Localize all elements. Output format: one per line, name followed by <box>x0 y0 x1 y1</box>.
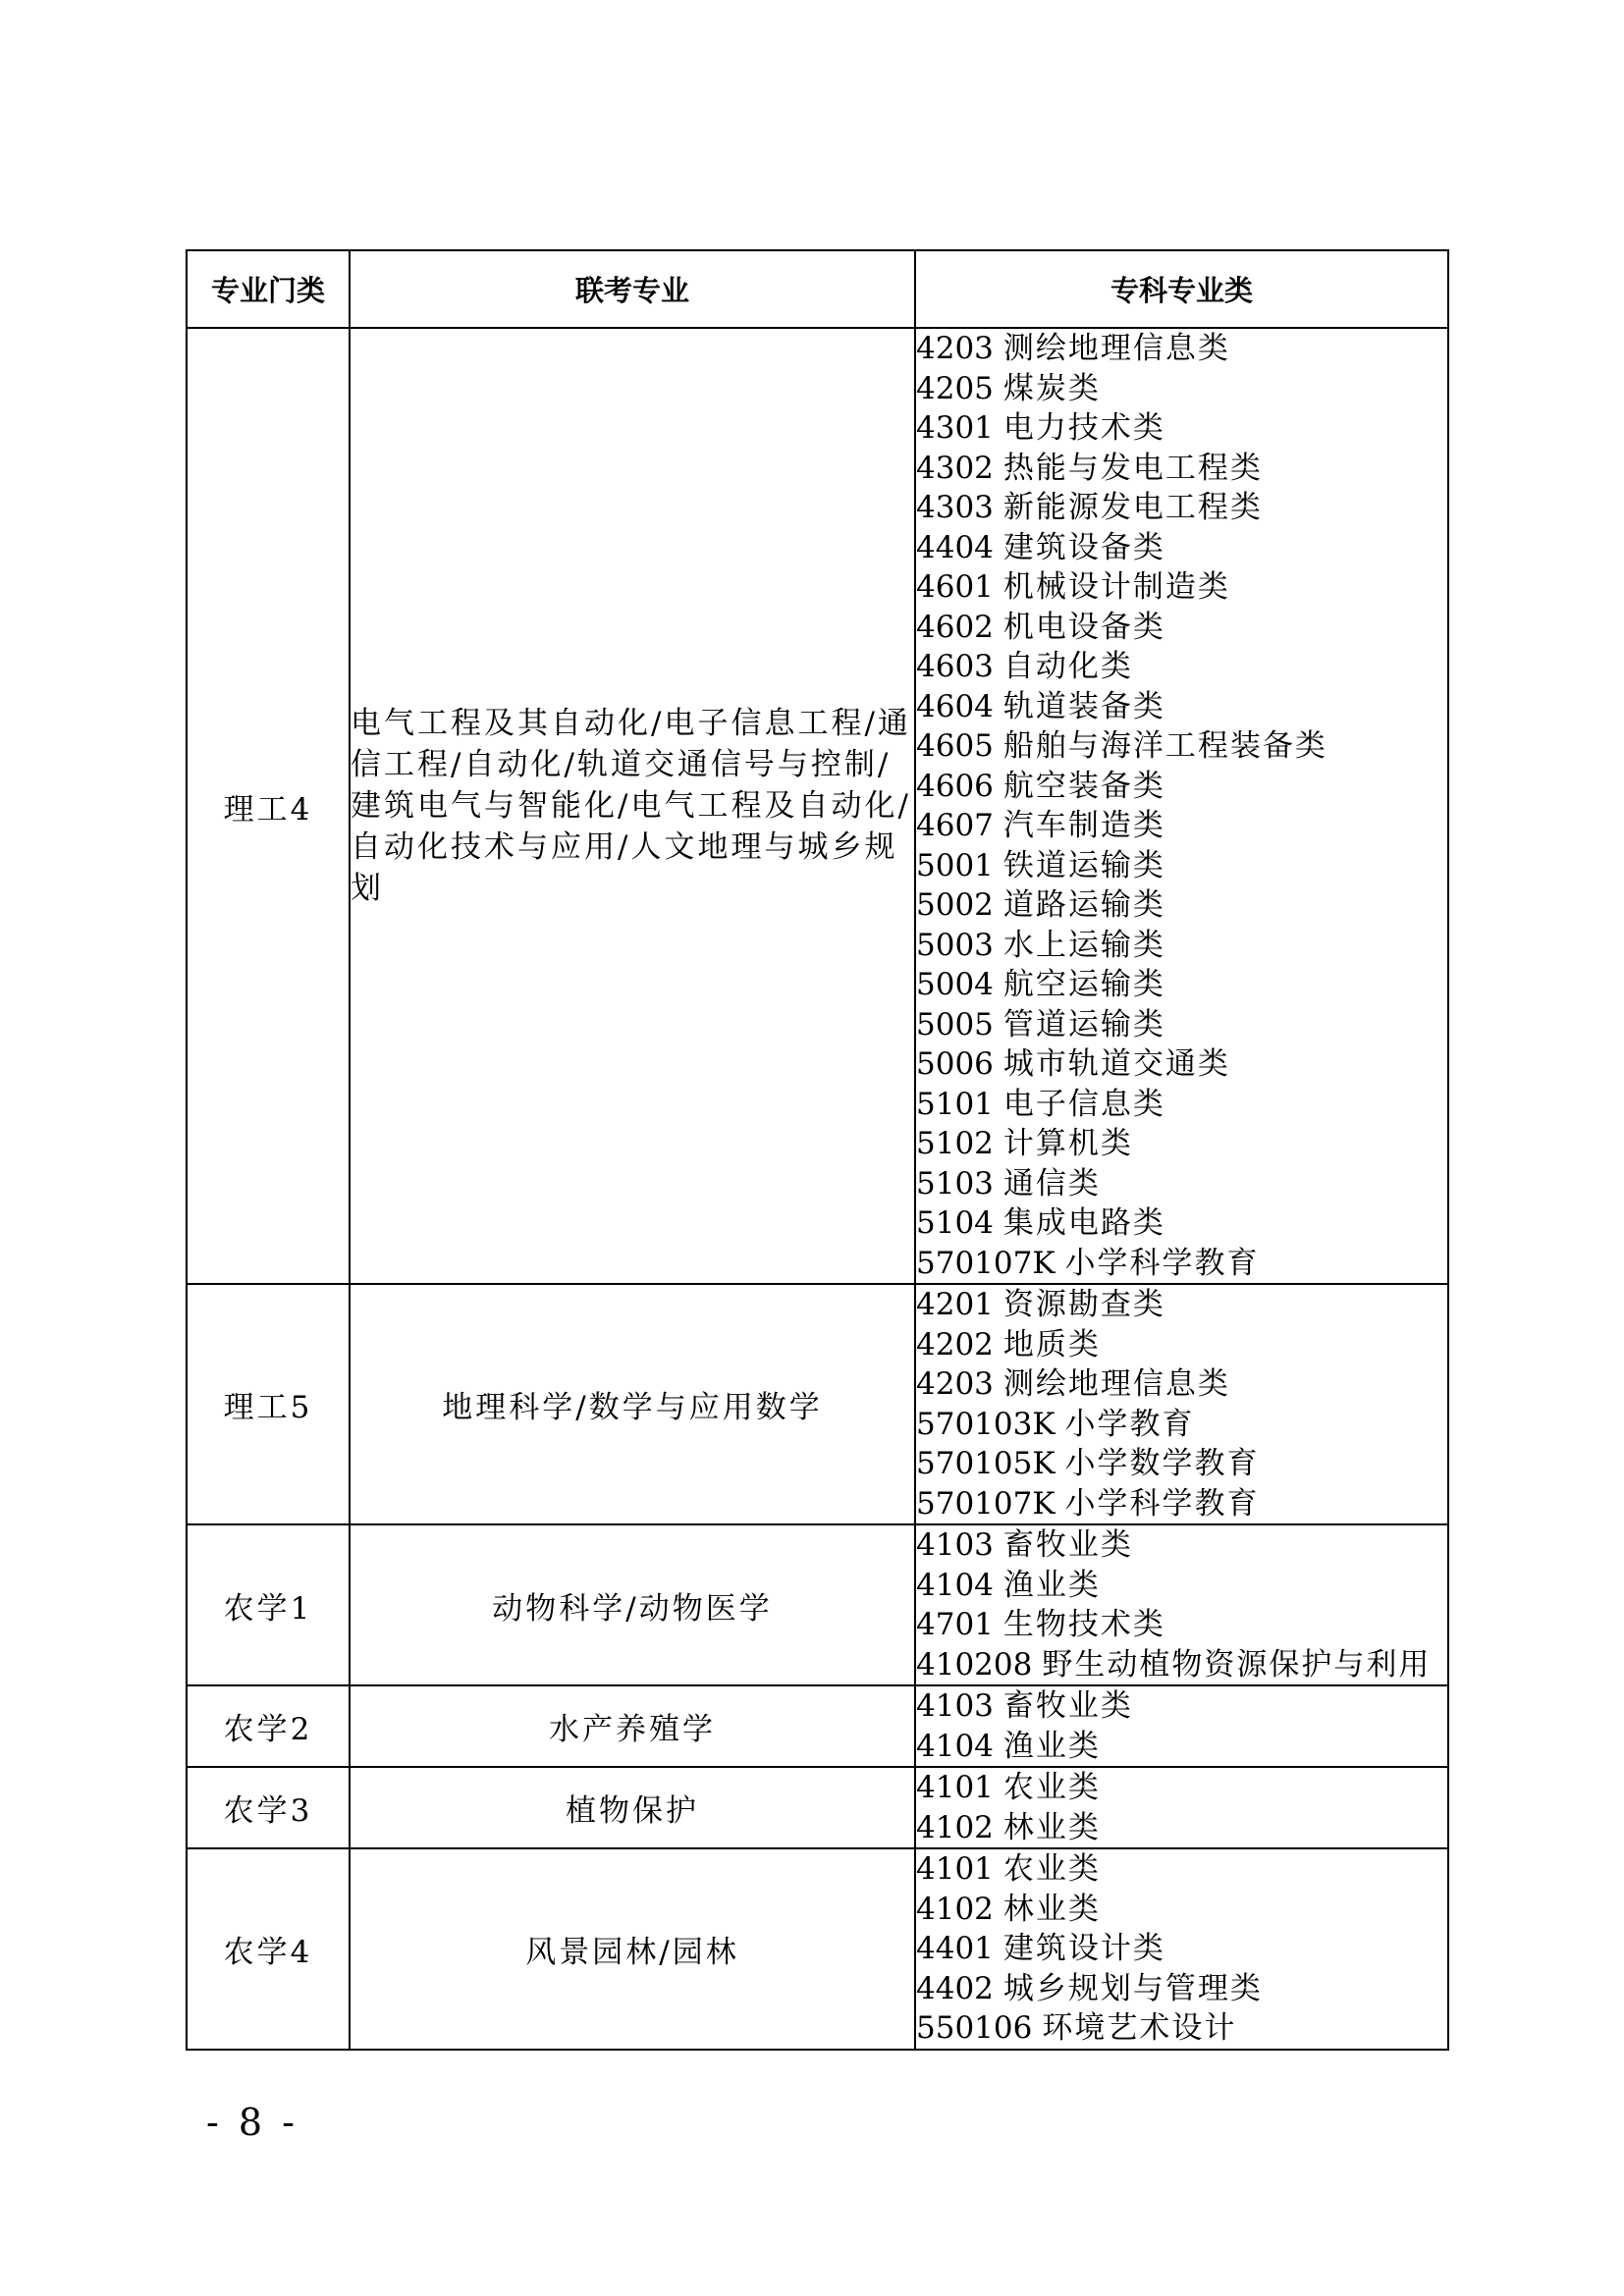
specialty-name: 建筑设备类 <box>1002 529 1165 565</box>
specialty-code: 4201 <box>916 1287 994 1322</box>
specialty-code-item <box>916 2008 1447 2049</box>
specialty-code: 5101 <box>916 1086 994 1122</box>
category-cell: 理工4 <box>187 328 350 1284</box>
specialty-code-item <box>916 449 1447 489</box>
specialty-code: 5003 <box>916 927 994 963</box>
major-cell: 动物科学/动物医学 <box>350 1524 915 1685</box>
specialty-code-item <box>916 1244 1447 1284</box>
specialty-code-item <box>916 1768 1447 1808</box>
specialty-codes-cell <box>915 1848 1448 2050</box>
specialty-code-item <box>916 1849 1447 1890</box>
specialty-code-item <box>916 408 1447 449</box>
specialty-code-item <box>916 1566 1447 1606</box>
specialty-name: 通信类 <box>1002 1165 1101 1201</box>
specialty-code-item <box>916 488 1447 528</box>
specialty-code: 4607 <box>916 808 994 843</box>
header-category: 专业门类 <box>187 250 350 328</box>
specialty-code-item <box>916 608 1447 648</box>
category-cell: 农学4 <box>187 1848 350 2050</box>
specialty-name: 船舶与海洋工程装备类 <box>1002 728 1327 764</box>
specialty-name: 集成电路类 <box>1002 1205 1165 1241</box>
specialty-code: 4103 <box>916 1688 994 1724</box>
specialty-code-item <box>916 1929 1447 1969</box>
specialty-codes-cell <box>915 1284 1448 1524</box>
header-row <box>187 250 1448 328</box>
specialty-code-item <box>916 1484 1447 1524</box>
specialty-code: 5104 <box>916 1205 994 1241</box>
category-cell: 农学2 <box>187 1685 350 1767</box>
specialty-code: 570107K <box>916 1485 1056 1522</box>
specialty-code: 4601 <box>916 569 994 605</box>
specialty-code: 4103 <box>916 1527 994 1563</box>
specialty-code-item <box>916 329 1447 369</box>
majors-table <box>186 249 1449 2051</box>
specialty-name: 农业类 <box>1002 1770 1101 1805</box>
specialty-code-item <box>916 1686 1447 1727</box>
specialty-codes-cell <box>915 1524 1448 1685</box>
specialty-code: 4301 <box>916 410 994 446</box>
specialty-code-item <box>916 1525 1447 1566</box>
specialty-name: 管道运输类 <box>1002 1006 1165 1042</box>
specialty-code-item <box>916 767 1447 807</box>
major-cell: 风景园林/园林 <box>350 1848 915 2050</box>
specialty-code: 5006 <box>916 1046 994 1082</box>
specialty-name: 测绘地理信息类 <box>1002 331 1230 366</box>
specialty-code-item <box>916 1405 1447 1445</box>
specialty-code-item <box>916 806 1447 846</box>
specialty-name: 道路运输类 <box>1002 887 1165 923</box>
specialty-name: 林业类 <box>1002 1809 1101 1845</box>
specialty-code: 550106 <box>916 2010 1033 2046</box>
specialty-code-item <box>916 1085 1447 1125</box>
header-major: 联考专业 <box>350 250 915 328</box>
specialty-code: 5002 <box>916 887 994 923</box>
specialty-code-item <box>916 926 1447 966</box>
specialty-code: 4302 <box>916 450 994 486</box>
specialty-name: 测绘地理信息类 <box>1002 1366 1230 1402</box>
major-cell: 电气工程及其自动化/电子信息工程/通信工程/自动化/轨道交通信号与控制/建筑电气与智能化/电气工程及自动化/自动化技术与应用/人文地理与城乡规划 <box>350 328 915 1284</box>
specialty-name: 航空运输类 <box>1002 967 1165 1002</box>
specialty-name: 渔业类 <box>1002 1567 1101 1603</box>
specialty-code-item <box>916 726 1447 767</box>
specialty-code: 4102 <box>916 1809 994 1845</box>
specialty-name: 农业类 <box>1002 1851 1101 1887</box>
specialty-name: 航空装备类 <box>1002 768 1165 804</box>
specialty-name: 小学数学教育 <box>1064 1446 1260 1481</box>
specialty-name: 热能与发电工程类 <box>1002 450 1263 486</box>
specialty-codes-cell <box>915 1767 1448 1848</box>
specialty-code-item <box>916 528 1447 568</box>
specialty-name: 城乡规划与管理类 <box>1002 1970 1263 2006</box>
table-row <box>187 1685 1448 1767</box>
table-row <box>187 328 1448 1284</box>
specialty-code: 5005 <box>916 1006 994 1042</box>
specialty-code: 5004 <box>916 967 994 1002</box>
specialty-code: 4102 <box>916 1891 994 1927</box>
specialty-code-item <box>916 1444 1447 1484</box>
major-cell: 地理科学/数学与应用数学 <box>350 1284 915 1524</box>
specialty-name: 畜牧业类 <box>1002 1688 1133 1724</box>
specialty-code-item <box>916 1164 1447 1204</box>
specialty-code-item <box>916 1890 1447 1930</box>
specialty-name: 地质类 <box>1002 1326 1101 1362</box>
specialty-code-item <box>916 1005 1447 1045</box>
specialty-code-item <box>916 1727 1447 1767</box>
specialty-code: 4203 <box>916 1366 994 1402</box>
specialty-name: 小学科学教育 <box>1064 1245 1260 1281</box>
specialty-code-item <box>916 1969 1447 2009</box>
specialty-name: 煤炭类 <box>1002 370 1101 406</box>
specialty-code-item <box>916 1645 1447 1685</box>
specialty-name: 城市轨道交通类 <box>1002 1046 1230 1082</box>
specialty-code-item <box>916 567 1447 608</box>
specialty-name: 建筑设计类 <box>1002 1931 1165 1966</box>
specialty-codes-cell <box>915 328 1448 1284</box>
specialty-name: 自动化类 <box>1002 649 1133 684</box>
specialty-code: 4202 <box>916 1326 994 1362</box>
specialty-codes-cell <box>915 1685 1448 1767</box>
specialty-name: 水上运输类 <box>1002 927 1165 963</box>
specialty-code-item <box>916 1325 1447 1365</box>
specialty-code: 4605 <box>916 728 994 764</box>
table-row <box>187 1848 1448 2050</box>
specialty-code-item <box>916 965 1447 1005</box>
specialty-code: 5001 <box>916 847 994 883</box>
specialty-code: 4602 <box>916 609 994 645</box>
specialty-code: 4402 <box>916 1970 994 2006</box>
specialty-name: 电力技术类 <box>1002 410 1165 446</box>
specialty-code: 4404 <box>916 529 994 565</box>
specialty-code-item <box>916 1364 1447 1405</box>
specialty-code-item <box>916 1808 1447 1848</box>
specialty-code-item <box>916 1203 1447 1244</box>
specialty-code-item <box>916 647 1447 687</box>
specialty-code: 4104 <box>916 1728 994 1764</box>
specialty-name: 生物技术类 <box>1002 1607 1165 1642</box>
specialty-code-item <box>916 369 1447 409</box>
specialty-code: 410208 <box>916 1646 1033 1682</box>
specialty-code: 4401 <box>916 1931 994 1966</box>
specialty-code-item <box>916 1285 1447 1325</box>
specialty-code-item <box>916 687 1447 727</box>
specialty-code: 4604 <box>916 688 994 724</box>
specialty-name: 小学教育 <box>1064 1406 1195 1442</box>
table-header <box>187 250 1448 328</box>
table-body <box>187 328 1448 2050</box>
specialty-code-item <box>916 846 1447 886</box>
specialty-name: 铁道运输类 <box>1002 847 1165 883</box>
category-cell: 农学1 <box>187 1524 350 1685</box>
specialty-name: 环境艺术设计 <box>1042 2010 1237 2046</box>
specialty-name: 小学科学教育 <box>1064 1485 1260 1522</box>
specialty-name: 机电设备类 <box>1002 609 1165 645</box>
specialty-code-item <box>916 1124 1447 1164</box>
major-cell: 水产养殖学 <box>350 1685 915 1767</box>
category-cell: 理工5 <box>187 1284 350 1524</box>
specialty-name: 机械设计制造类 <box>1002 569 1230 605</box>
header-specialty: 专科专业类 <box>915 250 1448 328</box>
specialty-code: 5103 <box>916 1165 994 1201</box>
specialty-code-item <box>916 885 1447 926</box>
specialty-name: 林业类 <box>1002 1891 1101 1927</box>
specialty-code: 4606 <box>916 768 994 804</box>
specialty-name: 野生动植物资源保护与利用 <box>1042 1646 1432 1682</box>
specialty-name: 新能源发电工程类 <box>1002 490 1263 525</box>
major-cell: 植物保护 <box>350 1767 915 1848</box>
specialty-code: 4701 <box>916 1607 994 1642</box>
specialty-name: 资源勘查类 <box>1002 1287 1165 1322</box>
category-cell: 农学3 <box>187 1767 350 1848</box>
specialty-code: 4104 <box>916 1567 994 1603</box>
table-row <box>187 1767 1448 1848</box>
specialty-code: 4203 <box>916 331 994 366</box>
specialty-name: 轨道装备类 <box>1002 688 1165 724</box>
specialty-code: 4205 <box>916 370 994 406</box>
specialty-name: 汽车制造类 <box>1002 808 1165 843</box>
specialty-code-item <box>916 1605 1447 1645</box>
specialty-code: 570107K <box>916 1245 1056 1281</box>
specialty-name: 计算机类 <box>1002 1126 1133 1161</box>
specialty-code-item <box>916 1044 1447 1085</box>
specialty-name: 渔业类 <box>1002 1728 1101 1764</box>
specialty-code: 570103K <box>916 1406 1056 1442</box>
specialty-name: 电子信息类 <box>1002 1086 1165 1122</box>
specialty-code: 4101 <box>916 1851 994 1887</box>
specialty-code: 5102 <box>916 1126 994 1161</box>
specialty-code: 4101 <box>916 1770 994 1805</box>
specialty-name: 畜牧业类 <box>1002 1527 1133 1563</box>
table-row <box>187 1284 1448 1524</box>
specialty-code: 570105K <box>916 1446 1056 1481</box>
table-row <box>187 1524 1448 1685</box>
page-number: - 8 - <box>206 2101 299 2144</box>
specialty-code: 4603 <box>916 649 994 684</box>
specialty-code: 4303 <box>916 490 994 525</box>
